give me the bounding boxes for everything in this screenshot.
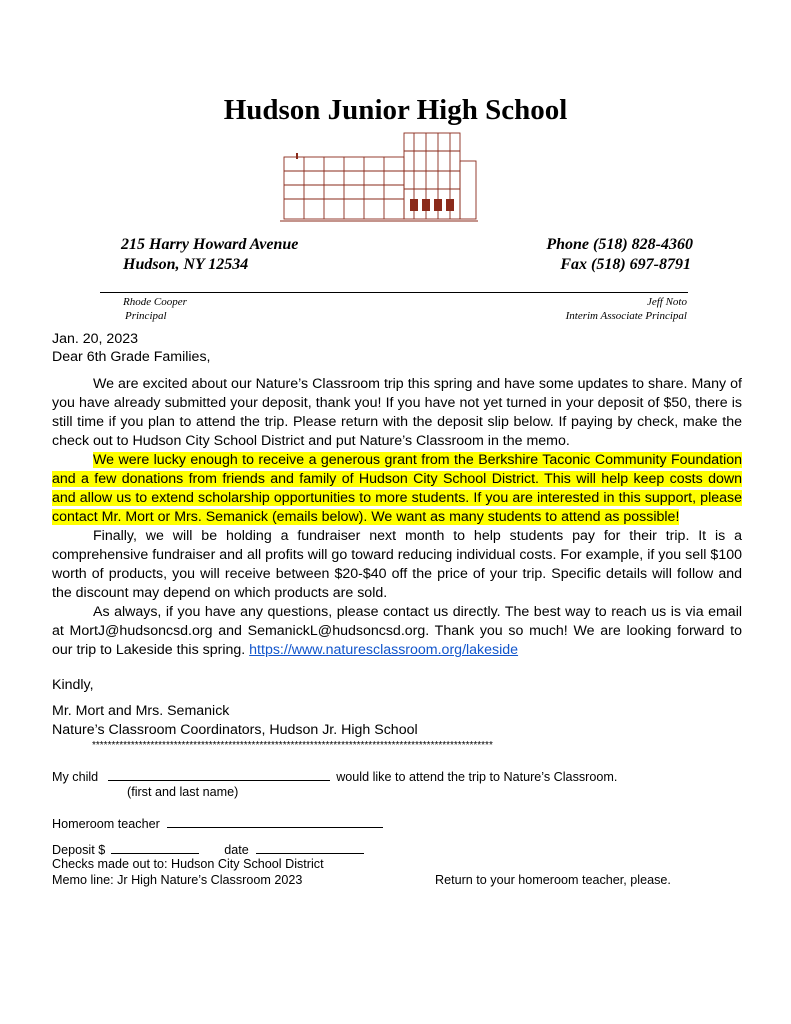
date-label: date (224, 843, 249, 857)
deposit-label: Deposit $ (52, 843, 106, 857)
address-line-1: 215 Harry Howard Avenue (121, 236, 299, 253)
naturesclassroom-link[interactable]: https://www.naturesclassroom.org/lakeside (249, 642, 519, 658)
homeroom-teacher-blank[interactable] (167, 814, 383, 828)
homeroom-label: Homeroom teacher (52, 817, 160, 831)
paragraph-contact: As always, if you have any questions, please contact us directly. The best way to reach us is via email at MortJ@hudsoncsd.org and SemanickL@hudsoncsd.org. Thank you so much! We are looking forward to our trip to Lakeside this spring. https://www.naturesclassroom.org/lakeside (52, 604, 742, 658)
paragraph-grant (52, 451, 742, 527)
paragraph-trip-update: We are excited about our Nature’s Classroom trip this spring and have some updates to share. Many of you have already submitted your deposit, thank you! If you have not yet turned in your deposit of $50, there is still time if you plan to attend the trip. Please return with the deposit slip below. If paying by check, make the check out to Hudson City School District and put Nature’s Classroom in the memo. (52, 376, 742, 449)
school-building-sketch (280, 131, 478, 227)
fax-number: Fax (518) 697-8791 (560, 256, 691, 273)
letter-body (52, 375, 742, 660)
paragraph-fundraiser: Finally, we will be holding a fundraiser next month to help students pay for their trip. It is a comprehensive fundraiser and all profits will go toward reducing individual costs. For example, if you sell $100 worth of products, you will receive between $20-$40 off the price of your trip. Specific details will follow and the discount may depend on which products are sold. (52, 528, 742, 601)
address-line-2: Hudson, NY 12534 (123, 256, 249, 273)
school-title: Hudson Junior High School (223, 94, 568, 126)
deposit-date-blank[interactable] (256, 840, 364, 854)
return-instructions: Return to your homeroom teacher, please. (435, 873, 671, 887)
memo-line: Memo line: Jr High Nature’s Classroom 2023 (52, 873, 303, 887)
my-child-label: My child (52, 770, 99, 784)
header-divider (100, 292, 688, 293)
letter-closing: Kindly, (52, 677, 94, 693)
principal-block (123, 295, 187, 323)
letter-greeting: Dear 6th Grade Families, (52, 349, 211, 365)
child-name-row (52, 767, 617, 784)
principal-title: Principal (125, 310, 167, 322)
letter-date: Jan. 20, 2023 (52, 331, 138, 347)
child-name-blank[interactable] (108, 767, 330, 781)
associate-principal-block (566, 295, 687, 323)
deposit-row (52, 840, 364, 857)
associate-principal-name: Jeff Noto (646, 296, 687, 308)
highlighted-grant-text: We were lucky enough to receive a generous grant from the Berkshire Taconic Community Foundation and a few donations from friends and family of Hudson City School District. This will help keep costs down and allow us to extend scholarship opportunities to more students. If you are interested in this support, please contact Mr. Mort or Mrs. Semanick (emails below). We want as many students to attend as possible! (52, 452, 742, 525)
associate-principal-title: Interim Associate Principal (565, 310, 687, 322)
name-hint: (first and last name) (127, 785, 239, 799)
attend-text: would like to attend the trip to Nature’s Classroom. (336, 770, 618, 784)
deposit-amount-blank[interactable] (111, 840, 199, 854)
signature-title: Nature’s Classroom Coordinators, Hudson Jr. High School (52, 722, 418, 738)
signature-names: Mr. Mort and Mrs. Semanick (52, 703, 230, 719)
checks-line: Checks made out to: Hudson City School District (52, 857, 324, 871)
phone-number: Phone (518) 828-4360 (546, 236, 693, 253)
principal-name: Rhode Cooper (123, 296, 187, 308)
cut-line-divider: ******************************************************************************************************* (92, 740, 493, 751)
homeroom-row (52, 814, 383, 831)
